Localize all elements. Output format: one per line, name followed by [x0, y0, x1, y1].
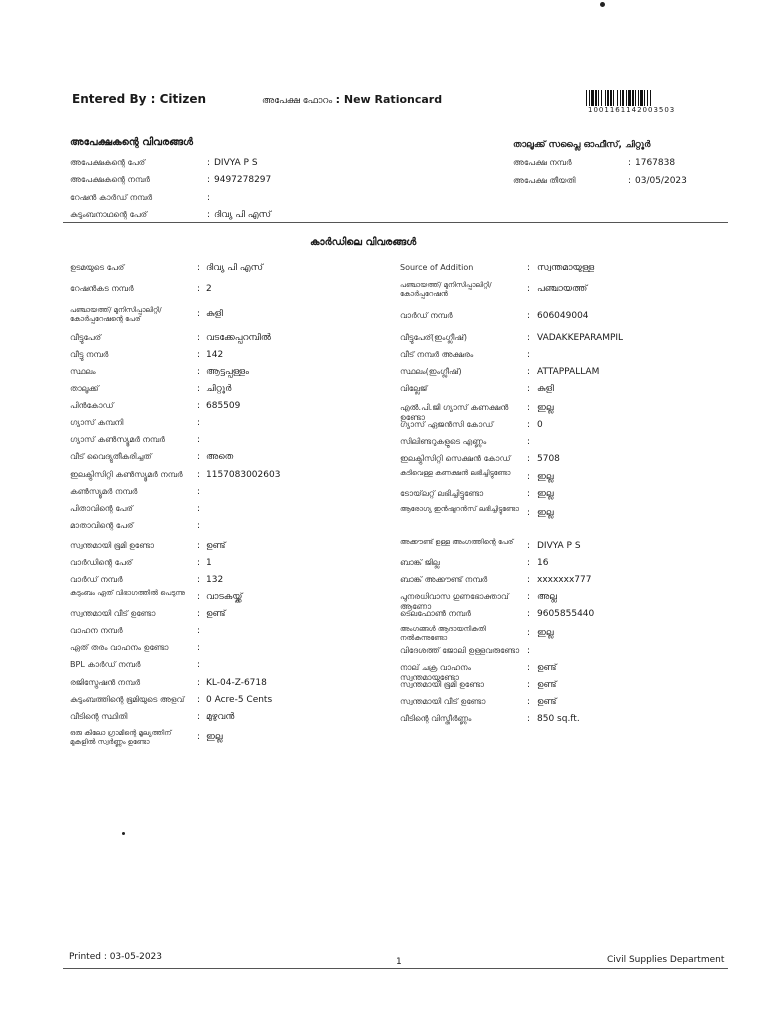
card-right-field-colon: :: [527, 558, 531, 568]
card-left-field-value: 1157083002603: [206, 470, 281, 480]
card-section-title: കാർഡിലെ വിവരങ്ങൾ: [310, 237, 417, 248]
card-right-field-colon: :: [527, 592, 531, 602]
card-left-field-label: കുടുംബത്തിന്റെ ഭൂമിയുടെ അളവ്: [70, 695, 185, 704]
card-right-field-colon: :: [527, 311, 531, 321]
card-right-field-label: Source of Addition: [400, 263, 474, 272]
card-right-field-value: VADAKKEPARAMPIL: [537, 333, 624, 343]
applicant-field-colon: :: [207, 210, 211, 220]
card-left-field-value: അതെ: [206, 452, 234, 462]
card-left-field-value: 142: [206, 350, 224, 360]
barcode-bar: [622, 90, 624, 106]
page-number: 1: [396, 957, 402, 967]
card-left-field-colon: :: [197, 418, 201, 428]
card-right-field-label: ആരോഗ്യ ഇൻഷുറൻസ് ലഭിച്ചിട്ടുണ്ടോ: [400, 505, 519, 513]
barcode-bar: [635, 90, 636, 106]
card-left-field-colon: :: [197, 732, 201, 742]
applicant-field-colon: :: [207, 193, 211, 203]
card-left-field-label: വാഹന നമ്പർ: [70, 626, 123, 635]
applicant-field-colon: :: [207, 158, 211, 168]
card-right-field-label: വീട്ടുപേര്(ഇംഗ്ലീഷ്): [400, 333, 467, 342]
card-left-field-colon: :: [197, 592, 201, 602]
card-left-field-colon: :: [197, 643, 201, 653]
card-left-field-label: ഗ്യാസ് കമ്പനി: [70, 418, 124, 427]
card-left-field-value: 132: [206, 575, 224, 585]
card-right-field-colon: :: [527, 284, 531, 294]
card-right-field-label: കുടിവെള്ള കണക്ഷൻ ലഭിച്ചിട്ടുണ്ടോ: [400, 469, 511, 477]
card-right-field-value: സ്വന്തമായുള്ള: [537, 263, 595, 273]
card-left-field-colon: :: [197, 575, 201, 585]
card-right-field-label: ബാങ്ക് അക്കൗണ്ട് നമ്പർ: [400, 575, 488, 584]
card-left-field-colon: :: [197, 452, 201, 462]
card-right-field-colon: :: [527, 508, 531, 518]
card-left-field-colon: :: [197, 712, 201, 722]
card-left-field-label: പഞ്ചായത്ത്/ മുനിസിപ്പാലിറ്റി/ കോർപ്പറേഷന്റെ പേര്: [70, 306, 162, 323]
card-right-field-colon: :: [527, 680, 531, 690]
card-left-field-colon: :: [197, 558, 201, 568]
applicant-field-label: അപേക്ഷകന്റെ നമ്പർ: [70, 175, 150, 184]
card-left-field-label: സ്ഥലം: [70, 367, 96, 376]
barcode-bar: [626, 90, 627, 106]
barcode-bar: [610, 90, 612, 106]
card-left-field-value: 0 Acre-5 Cents: [206, 695, 273, 705]
card-right-field-colon: :: [527, 663, 531, 673]
card-right-field-colon: :: [527, 646, 531, 656]
card-right-field-label: ഇലക്ട്രിസിറ്റി സെക്ഷൻ കോഡ്: [400, 454, 511, 463]
card-left-field-label: താലൂക്ക്: [70, 384, 99, 393]
card-left-field-value: ചിറ്റൂർ: [206, 384, 232, 394]
card-right-field-value: ഇല്ല: [537, 403, 554, 413]
card-right-field-label: സിലിണ്ടറുകളുടെ എണ്ണം: [400, 437, 487, 446]
card-right-field-colon: :: [527, 367, 531, 377]
card-right-field-colon: :: [527, 489, 531, 499]
applicant-field-value: 9497278297: [214, 175, 272, 185]
card-left-field-colon: :: [197, 660, 201, 670]
card-right-field-value: ഇല്ല: [537, 489, 554, 499]
card-right-field-colon: :: [527, 403, 531, 413]
barcode-bar: [601, 90, 602, 106]
office-field-value: 1767838: [635, 158, 676, 168]
card-right-field-label: സ്ഥലം(ഇംഗ്ലീഷ്): [400, 367, 462, 376]
card-left-field-label: വീട്ടു നമ്പർ: [70, 350, 109, 359]
card-right-field-label: വീടിന്റെ വിസ്തീർണ്ണം: [400, 714, 472, 723]
card-left-field-label: റേഷൻകട നമ്പർ: [70, 284, 134, 293]
card-left-field-value: മുഴുവൻ: [206, 712, 235, 722]
barcode-bar: [598, 90, 599, 106]
card-left-field-value: വാടകയ്ക്ക്: [206, 592, 243, 602]
card-left-field-colon: :: [197, 504, 201, 514]
card-right-field-label: സ്വന്തമായി ഭൂമി ഉണ്ടോ: [400, 680, 484, 689]
card-left-field-colon: :: [197, 284, 201, 294]
card-left-field-label: വീട്ടുപേര്: [70, 333, 102, 342]
card-right-field-colon: :: [527, 575, 531, 585]
card-right-field-value: 0: [537, 420, 543, 430]
card-right-field-value: 5708: [537, 454, 560, 464]
office-title: താലൂക്ക് സപ്ലൈ ഓഫീസ്, ചിറ്റൂർ: [513, 140, 651, 150]
scan-speck: [122, 832, 125, 835]
card-right-field-value: ഇല്ല: [537, 472, 554, 482]
card-right-field-value: ഇല്ല: [537, 508, 554, 518]
card-left-field-label: കൺസ്യൂമർ നമ്പർ: [70, 487, 138, 496]
card-left-field-value: കുളി: [206, 309, 223, 319]
card-right-field-label: നാല് ചക്ര വാഹനം സ്വന്തമായുണ്ടോ: [400, 663, 471, 682]
card-left-field-label: ഇലക്ട്രിസിറ്റി കൺസ്യൂമർ നമ്പർ: [70, 470, 183, 479]
card-left-field-colon: :: [197, 435, 201, 445]
card-right-field-colon: :: [527, 333, 531, 343]
barcode-bar: [586, 90, 587, 106]
card-left-field-value: KL-04-Z-6718: [206, 678, 267, 688]
card-right-field-value: DIVYA P S: [537, 541, 581, 551]
barcode-bar: [650, 90, 651, 106]
card-left-field-label: കുടുംബം ഏത് വിഭാഗത്തിൽ പെടുന്നു: [70, 589, 185, 597]
card-left-field-value: ഉണ്ട്: [206, 609, 226, 619]
card-left-field-label: വാർഡ് നമ്പർ: [70, 575, 123, 584]
card-right-field-label: പുനരധിവാസ ഗുണഭോക്താവ് ആണോ: [400, 592, 509, 611]
card-right-field-colon: :: [527, 384, 531, 394]
applicant-field-colon: :: [207, 175, 211, 185]
form-label: അപേക്ഷ ഫോറം: [262, 96, 333, 106]
card-right-field-colon: :: [527, 420, 531, 430]
card-right-field-colon: :: [527, 454, 531, 464]
office-field-label: അപേക്ഷ തീയതി: [513, 176, 576, 185]
card-right-field-label: വില്ലേജ്: [400, 384, 428, 393]
card-right-field-label: വാർഡ് നമ്പർ: [400, 311, 453, 320]
card-right-field-label: എൽ.പി.ജി ഗ്യാസ് കണക്ഷൻ ഉണ്ടോ: [400, 403, 509, 422]
card-right-field-colon: :: [527, 350, 531, 360]
card-right-field-value: xxxxxxx777: [537, 575, 592, 585]
card-left-field-colon: :: [197, 367, 201, 377]
barcode-bar: [617, 90, 618, 106]
applicant-field-label: അപേക്ഷകന്റെ പേര്: [70, 158, 146, 167]
card-left-field-label: മാതാവിന്റെ പേര്: [70, 521, 134, 530]
card-left-field-label: ഏത് തരം വാഹനം ഉണ്ടോ: [70, 643, 169, 652]
card-right-field-value: 9605855440: [537, 609, 595, 619]
department-name: Civil Supplies Department: [607, 955, 725, 965]
card-left-field-colon: :: [197, 309, 201, 319]
barcode-bar: [605, 90, 606, 106]
card-left-field-value: ആട്ടപ്പള്ളം: [206, 367, 249, 377]
barcode-bar: [644, 90, 645, 106]
card-right-field-label: പഞ്ചായത്ത്/ മുനിസിപ്പാലിറ്റി/ കോർപ്പറേഷൻ: [400, 281, 492, 298]
barcode-bar: [640, 90, 643, 106]
card-right-field-colon: :: [527, 697, 531, 707]
footer-divider: [63, 968, 728, 969]
office-field-value: 03/05/2023: [635, 176, 687, 186]
card-left-field-colon: :: [197, 541, 201, 551]
card-right-field-label: അംഗങ്ങൾ ആദായനികുതി നൽകുന്നുണ്ടോ: [400, 625, 486, 642]
card-right-field-colon: :: [527, 541, 531, 551]
card-left-field-colon: :: [197, 609, 201, 619]
barcode-bar: [591, 90, 594, 106]
card-left-field-label: ഗ്യാസ് കൺസ്യൂമർ നമ്പർ: [70, 435, 165, 444]
card-right-field-value: പഞ്ചായത്ത്: [537, 284, 588, 294]
card-right-field-label: വിദേശത്ത് ജോലി ഉള്ളവരുണ്ടോ: [400, 646, 520, 655]
printed-date: Printed : 03-05-2023: [69, 952, 163, 962]
barcode-bar: [638, 90, 639, 106]
card-left-field-value: ദിവ്യ പി എസ്: [206, 263, 263, 273]
barcode-bar: [620, 90, 621, 106]
office-field-colon: :: [628, 158, 632, 168]
applicant-section-title: അപേക്ഷകന്റെ വിവരങ്ങൾ: [70, 137, 194, 148]
card-right-field-value: കുളി: [537, 384, 554, 394]
card-right-field-label: വീട് നമ്പർ അക്ഷരം: [400, 350, 474, 359]
barcode-bar: [595, 90, 597, 106]
barcode: [586, 90, 700, 106]
card-left-field-label: രജിസ്ട്രേഷൻ നമ്പർ: [70, 678, 141, 687]
card-right-field-value: അല്ല: [537, 592, 557, 602]
card-right-field-label: സ്വന്തമായി വീട് ഉണ്ടോ: [400, 697, 486, 706]
card-right-field-value: ഉണ്ട്: [537, 680, 557, 690]
barcode-bar: [632, 90, 634, 106]
card-right-field-colon: :: [527, 472, 531, 482]
card-right-field-colon: :: [527, 628, 531, 638]
card-right-field-label: അക്കൗണ്ട് ഉള്ള അംഗത്തിന്റെ പേര്: [400, 538, 514, 546]
applicant-field-value: DIVYA P S: [214, 158, 258, 168]
card-left-field-colon: :: [197, 695, 201, 705]
card-left-field-label: സ്വന്തമായി ഭൂമി ഉണ്ടോ: [70, 541, 154, 550]
card-left-field-value: 685509: [206, 401, 241, 411]
barcode-bar: [607, 90, 609, 106]
card-right-field-value: 850 sq.ft.: [537, 714, 580, 724]
card-right-field-value: ഇല്ല: [537, 628, 554, 638]
card-left-field-colon: :: [197, 263, 201, 273]
applicant-field-value: ദിവ്യ പി എസ്: [214, 210, 271, 220]
card-left-field-colon: :: [197, 678, 201, 688]
card-left-field-colon: :: [197, 401, 201, 411]
card-left-field-label: വാർഡിന്റെ പേര്: [70, 558, 133, 567]
card-left-field-value: ഉണ്ട്: [206, 541, 226, 551]
divider: [63, 222, 728, 223]
form-type-line: [262, 93, 442, 106]
card-right-field-value: 606049004: [537, 311, 589, 321]
card-right-field-colon: :: [527, 263, 531, 273]
card-right-field-colon: :: [527, 437, 531, 447]
barcode-number: 1001161142003503: [588, 106, 676, 114]
card-left-field-label: ഉടമയുടെ പേര്: [70, 263, 125, 272]
office-field-label: അപേക്ഷ നമ്പർ: [513, 158, 572, 167]
card-left-field-colon: :: [197, 350, 201, 360]
entered-by: Entered By : Citizen: [72, 92, 206, 106]
card-right-field-value: 16: [537, 558, 549, 568]
office-field-colon: :: [628, 176, 632, 186]
card-left-field-label: വീട് വൈദ്യുതീകരിച്ചത്: [70, 452, 152, 461]
card-right-field-colon: :: [527, 714, 531, 724]
card-left-field-colon: :: [197, 384, 201, 394]
card-right-field-value: ഉണ്ട്: [537, 697, 557, 707]
card-left-field-colon: :: [197, 333, 201, 343]
card-left-field-value: വടക്കേപ്പറമ്പിൽ: [206, 333, 271, 343]
applicant-field-label: റേഷൻ കാർഡ് നമ്പർ: [70, 193, 153, 202]
barcode-bar: [613, 90, 614, 106]
form-type: : New Rationcard: [335, 93, 443, 106]
card-left-field-label: സ്വന്തമായി വീട് ഉണ്ടോ: [70, 609, 156, 618]
card-left-field-label: BPL കാർഡ് നമ്പർ: [70, 660, 141, 669]
card-left-field-colon: :: [197, 470, 201, 480]
card-left-field-label: വീടിന്റെ സ്ഥിതി: [70, 712, 128, 721]
card-right-field-label: ഗ്യാസ് ഏജൻസി കോഡ്: [400, 420, 494, 429]
card-left-field-label: ഒരു കിലോ ഗ്രാമിന്റെ മൂല്യത്തിന് മുകളിൽ സ്വർണ്ണം ഉണ്ടോ: [70, 729, 172, 746]
card-right-field-colon: :: [527, 609, 531, 619]
applicant-field-label: കുടുംബനാഥന്റെ പേര്: [70, 210, 148, 219]
card-left-field-value: ഇല്ല: [206, 732, 223, 742]
barcode-bar: [589, 90, 590, 106]
card-left-field-colon: :: [197, 626, 201, 636]
card-left-field-colon: :: [197, 487, 201, 497]
scan-speck: [600, 2, 605, 7]
card-right-field-label: ബാങ്ക് ജില്ല: [400, 558, 440, 567]
card-left-field-value: 1: [206, 558, 212, 568]
card-left-field-value: 2: [206, 284, 212, 294]
card-left-field-colon: :: [197, 521, 201, 531]
barcode-bar: [647, 90, 648, 106]
barcode-bar: [628, 90, 631, 106]
card-right-field-label: ടോയ്‌ലറ്റ് ലഭിച്ചിട്ടുണ്ടോ: [400, 489, 484, 498]
card-left-field-label: പിൻകോഡ്: [70, 401, 114, 410]
card-left-field-label: പിതാവിന്റെ പേര്: [70, 504, 133, 513]
card-right-field-value: ATTAPPALLAM: [537, 367, 600, 377]
card-right-field-value: ഉണ്ട്: [537, 663, 557, 673]
card-right-field-label: ടെലഫോൺ നമ്പർ: [400, 609, 471, 618]
